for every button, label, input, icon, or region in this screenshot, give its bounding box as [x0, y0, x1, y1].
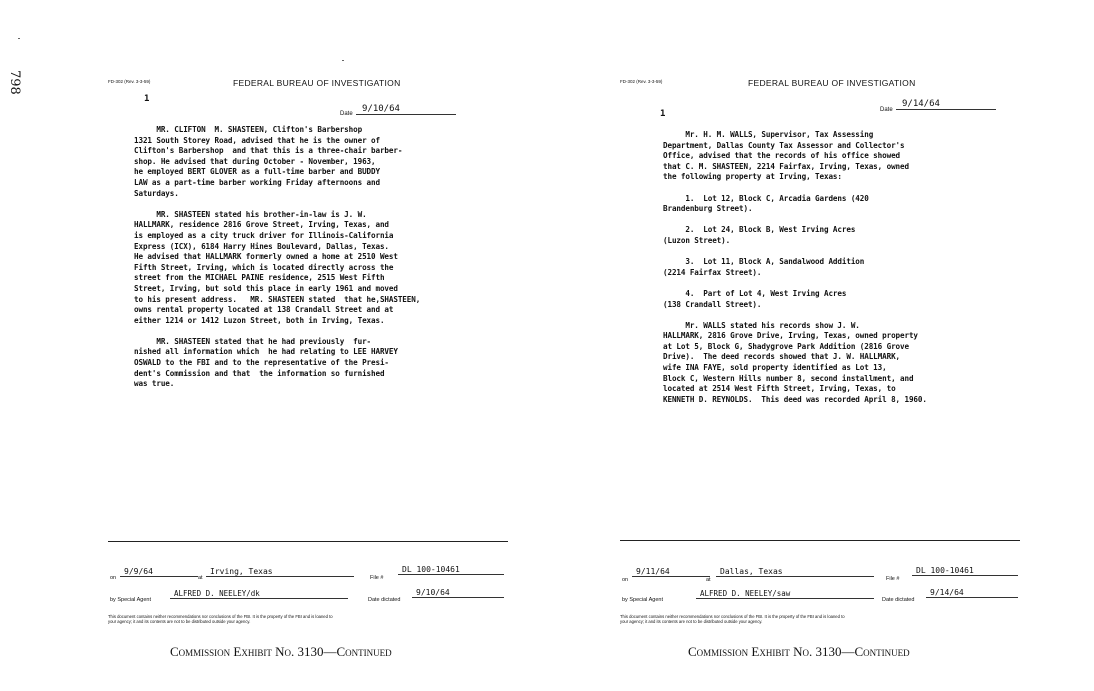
special-agent: ALFRED D. NEELEY/saw — [696, 589, 874, 599]
file-label: File # — [886, 576, 900, 582]
date-label: Date — [340, 111, 353, 117]
report-body: MR. CLIFTON M. SHASTEEN, Clifton's Barbershop 1321 South Storey Road, advised that he is the owner of Clifton's Barbershop and that this is a three-chair barber- shop. He advised that during October - November, 1963, he employed BERT GLOVER as a full-time barber and BUDDY LAW as a part-time barber working Friday afternoons and Saturdays. MR. SHASTEEN stated his brother-in-law is J. W. HALLMARK, residence 2816 Grove Street, Irving, Texas, and is employed as a city truck driver for Illinois-California Express (ICX), 6184 Harry Hines Boulevard, Dallas, Texas. He advised that HALLMARK formerly owned a home at 2510 West Fifth Street, Irving, which is located directly across the street from the MICHAEL PAINE residence, 2515 West Fifth Street, Irving, but sold this place in early 1961 and moved to his present address. MR. SHASTEEN stated that he,SHASTEEN, owns rental property located at 138 Crandall Street and at either 1214 or 1412 Luzon Street, both in Irving, Texas. MR. SHASTEEN stated that he had previously fur- nished all information which he had relating to LEE HARVEY OSWALD to the FBI and to the representative of the Presi- dent's Commission and that the information so furnished was true. — [134, 125, 421, 389]
fd302-document-left — [108, 0, 518, 691]
interview-date: 9/9/64 — [120, 567, 198, 577]
exhibit-caption: Commission Exhibit No. 3130—Continued — [688, 644, 910, 659]
form-id: FD-302 (Rev. 3-3-59) — [620, 79, 663, 84]
bureau-heading: FEDERAL BUREAU OF INVESTIGATION — [748, 78, 916, 88]
date-dictated: 9/10/64 — [412, 588, 504, 598]
date-label: Date — [880, 107, 893, 113]
on-label: on — [622, 577, 629, 583]
interview-date: 9/11/64 — [632, 567, 710, 577]
date-dictated: 9/14/64 — [926, 588, 1018, 598]
exhibit-caption: Commission Exhibit No. 3130—Continued — [170, 644, 392, 659]
page-number: 798 — [7, 70, 22, 95]
at-label: at — [706, 577, 711, 583]
special-agent-label: by Special Agent — [622, 597, 663, 603]
report-body: Mr. H. M. WALLS, Supervisor, Tax Assessing Department, Dallas County Tax Assessor and Collector's Office, advised that the records of his office showed that C. M. SHASTEEN, 2214 Fairfax, Irving, Texas, owned the following property at Irving, Texas: 1. Lot 12, Block C, Arcadia Gardens (420 Brandenburg Street). 2. Lot 24, Block B, West Irving Acres (Luzon Street). 3. Lot 11, Block A, Sandalwood Addition (2214 Fairfax Street). 4. Part of Lot 4, West Irving Acres (138 Crandall Street). Mr. WALLS stated his records show J. W. HALLMARK, 2816 Grove Drive, Irving, Texas, owned property at Lot 5, Block G, Shadygrove Park Addition (2816 Grove Drive). The deed records showed that J. W. HALLMARK, wife INA FAYE, sold property identified as Lot 13, Block C, Western Hills number 8, second installment, and located at 2514 West Fifth Street, Irving, Texas, to KENNETH D. REYNOLDS. This deed was recorded April 8, 1960. — [663, 130, 927, 404]
file-number: DL 100-10461 — [912, 566, 1018, 576]
page-marker: 1 — [144, 94, 150, 104]
scan-speck — [18, 38, 20, 39]
interview-place: Irving, Texas — [206, 567, 354, 577]
divider-line — [620, 540, 1020, 541]
special-agent: ALFRED D. NEELEY/dk — [170, 589, 348, 599]
fd302-document-right — [620, 0, 1030, 691]
file-number: DL 100-10461 — [398, 565, 504, 575]
form-id: FD-302 (Rev. 3-3-59) — [108, 79, 151, 84]
disclaimer: This document contains neither recommendations nor conclusions of the FBI. It is the property of the FBI and is loaned to your agency; it and its contents are not to be distributed outside your agency. — [620, 614, 845, 624]
divider-line — [108, 541, 508, 542]
date-dictated-label: Date dictated — [882, 597, 915, 603]
disclaimer: This document contains neither recommendations nor conclusions of the FBI. It is the property of the FBI and is loaned to your agency; it and its contents are not to be distributed outside your agency. — [108, 614, 333, 624]
date-dictated-label: Date dictated — [368, 597, 401, 603]
special-agent-label: by Special Agent — [110, 597, 151, 603]
report-date: 9/10/64 — [356, 104, 456, 115]
page-marker: 1 — [660, 109, 666, 119]
file-label: File # — [370, 575, 384, 581]
on-label: on — [110, 575, 117, 581]
interview-place: Dallas, Texas — [716, 567, 874, 577]
at-label: at — [198, 575, 203, 581]
report-date: 9/14/64 — [896, 99, 996, 110]
bureau-heading: FEDERAL BUREAU OF INVESTIGATION — [233, 78, 401, 88]
